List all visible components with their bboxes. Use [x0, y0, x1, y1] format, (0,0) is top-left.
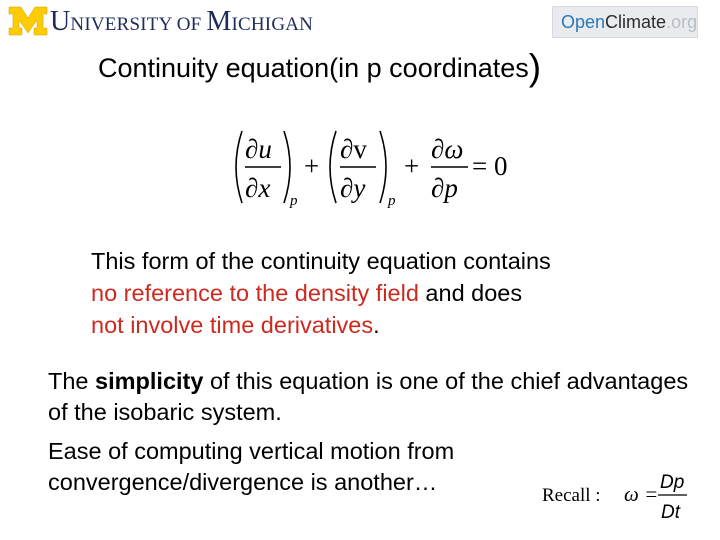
vertical-motion-statement: Ease of computing vertical motion from convergence/divergence is another… — [48, 438, 455, 495]
simplicity-pre: The — [48, 368, 96, 394]
recall-formula — [540, 468, 710, 524]
badge-open: Open — [561, 12, 606, 32]
continuity-description — [91, 245, 691, 341]
university-rest: ICHIGAN — [231, 14, 314, 35]
slide-title-text: Continuity equation(in p coordinates — [98, 53, 529, 83]
plus-sign-2: + — [404, 151, 420, 181]
para-part2: and does — [418, 280, 523, 306]
recall-lhs: ω = — [624, 482, 659, 506]
term1-subscript: p — [290, 193, 298, 209]
term2-subscript: p — [388, 193, 396, 209]
openclimate-badge — [552, 6, 698, 38]
term2-right-paren — [380, 131, 386, 203]
para-red2: not involve time derivatives — [91, 312, 374, 338]
term1-numerator: ∂u — [245, 134, 272, 164]
term3-numerator: ∂ω — [431, 134, 464, 164]
recall-denominator: Dt — [661, 502, 680, 523]
university-initial: U — [50, 6, 71, 37]
university-m-logo — [8, 6, 48, 36]
recall-numerator: Dp — [660, 472, 685, 493]
badge-climate: Climate — [605, 12, 667, 32]
simplicity-post: of this equation is one of the chief advantages of the isobaric system. — [48, 368, 689, 425]
equals-zero: = 0 — [472, 151, 508, 181]
slide-title-paren: ) — [528, 47, 542, 88]
term1-denominator: ∂x — [245, 173, 271, 203]
slide-title — [98, 47, 541, 89]
term3-denominator: ∂p — [431, 173, 458, 203]
term2-numerator: ∂v — [340, 134, 367, 164]
term2-left-paren — [330, 131, 336, 203]
continuity-equation — [228, 125, 518, 210]
plus-sign-1: + — [304, 151, 320, 181]
university-name — [50, 6, 313, 38]
term1-left-paren — [236, 131, 242, 203]
para-part1: This form of the continuity equation contains — [91, 248, 551, 274]
para-part3: . — [373, 312, 380, 338]
university-mid: NIVERSITY OF — [70, 14, 207, 35]
recall-label: Recall : — [542, 485, 601, 506]
simplicity-statement — [48, 366, 698, 428]
para-red1: no reference to the density field — [91, 280, 419, 306]
simplicity-bold: simplicity — [95, 368, 204, 394]
badge-org: .org — [666, 12, 698, 32]
university-initial-2: M — [206, 6, 232, 37]
term2-denominator: ∂y — [340, 173, 366, 203]
